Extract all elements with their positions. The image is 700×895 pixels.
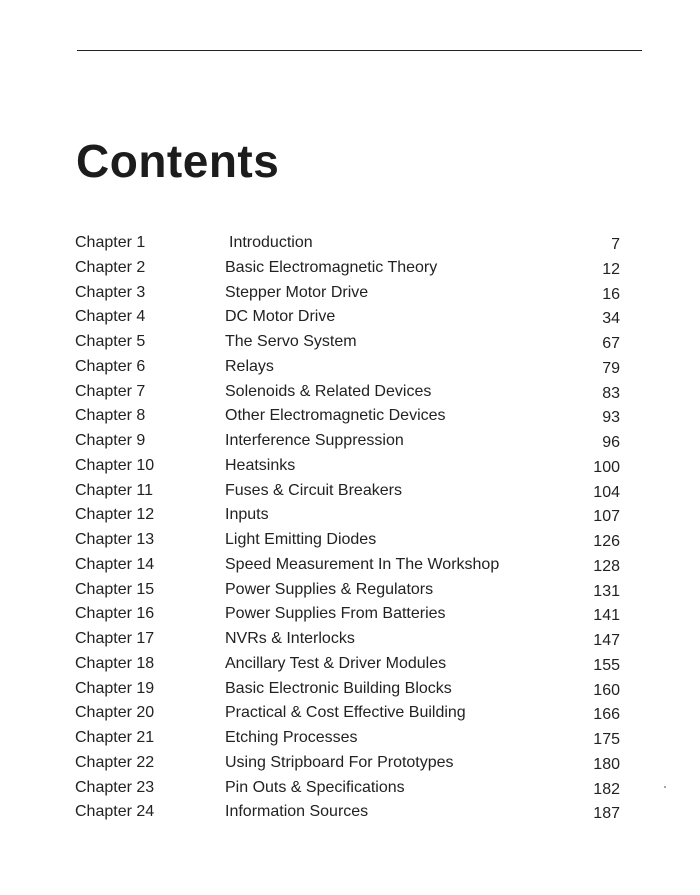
page-number: 131 xyxy=(593,582,620,600)
page-number: 7 xyxy=(611,236,620,253)
chapter-label: Chapter 1 xyxy=(75,234,146,251)
chapter-title: The Servo System xyxy=(225,333,357,350)
toc-entry xyxy=(75,578,623,603)
page-number: 83 xyxy=(602,384,620,402)
page-number: 79 xyxy=(602,359,620,377)
chapter-title: Fuses & Circuit Breakers xyxy=(225,481,402,499)
paper-speck xyxy=(664,786,666,788)
page-number: 96 xyxy=(602,434,620,451)
chapter-label: Chapter 11 xyxy=(75,481,153,499)
chapter-label: Chapter 3 xyxy=(75,283,146,301)
chapter-label: Chapter 4 xyxy=(75,308,146,326)
chapter-label: Chapter 24 xyxy=(75,803,155,821)
chapter-title: NVRs & Interlocks xyxy=(225,630,355,647)
top-rule xyxy=(77,50,642,51)
chapter-title: Inputs xyxy=(225,506,269,524)
page-number: 12 xyxy=(602,260,620,278)
chapter-label: Chapter 6 xyxy=(75,357,146,375)
chapter-label: Chapter 16 xyxy=(75,605,155,623)
toc-entry xyxy=(75,355,623,380)
toc-entry xyxy=(75,404,623,429)
chapter-title: Power Supplies & Regulators xyxy=(225,580,434,598)
chapter-title: Etching Processes xyxy=(225,729,358,746)
toc-entry xyxy=(75,503,623,528)
toc-entry xyxy=(75,800,623,825)
chapter-label: Chapter 23 xyxy=(75,778,155,796)
toc-entry xyxy=(75,602,623,627)
chapter-label: Chapter 12 xyxy=(75,506,155,524)
chapter-label: Chapter 15 xyxy=(75,580,155,598)
chapter-title: Pin Outs & Specifications xyxy=(225,778,405,796)
page-number: 126 xyxy=(593,533,620,550)
chapter-title: Information Sources xyxy=(225,803,369,821)
chapter-label: Chapter 13 xyxy=(75,531,155,548)
chapter-label: Chapter 18 xyxy=(75,654,155,672)
chapter-title: Basic Electronic Building Blocks xyxy=(225,679,452,697)
chapter-label: Chapter 7 xyxy=(75,382,146,400)
chapter-title: Practical & Cost Effective Building xyxy=(225,704,466,722)
page-number: 128 xyxy=(593,557,620,575)
chapter-title: Speed Measurement In The Workshop xyxy=(225,555,500,573)
chapter-label: Chapter 14 xyxy=(75,555,155,573)
toc-entry xyxy=(75,281,623,306)
page-number: 100 xyxy=(593,458,620,476)
chapter-title: Ancillary Test & Driver Modules xyxy=(225,654,447,672)
page-number: 187 xyxy=(593,805,620,823)
toc-entry xyxy=(75,652,623,677)
toc-entry xyxy=(75,380,623,405)
toc-entry xyxy=(75,776,623,801)
toc-entry xyxy=(75,330,623,355)
chapter-title: Light Emitting Diodes xyxy=(225,531,377,548)
page-number: 175 xyxy=(593,731,620,748)
toc-entry xyxy=(75,429,623,454)
chapter-label: Chapter 21 xyxy=(75,729,155,746)
chapter-title: Using Stripboard For Prototypes xyxy=(225,753,454,771)
toc-entry xyxy=(75,256,623,281)
chapter-label: Chapter 10 xyxy=(75,456,155,474)
page-number: 93 xyxy=(602,409,620,427)
chapter-title: Introduction xyxy=(229,234,313,251)
page-number: 34 xyxy=(602,310,620,328)
chapter-title: Basic Electromagnetic Theory xyxy=(225,258,438,276)
chapter-title: DC Motor Drive xyxy=(225,308,336,326)
page-number: 104 xyxy=(593,483,620,501)
toc-entry xyxy=(75,454,623,479)
chapter-title: Solenoids & Related Devices xyxy=(225,382,432,400)
toc-entry xyxy=(75,726,623,751)
toc-entry xyxy=(75,231,623,256)
chapter-label: Chapter 22 xyxy=(75,753,155,771)
chapter-label: Chapter 20 xyxy=(75,704,155,722)
toc-entry xyxy=(75,305,623,330)
page-number: 155 xyxy=(593,656,620,674)
page-number: 166 xyxy=(593,706,620,724)
chapter-title: Power Supplies From Batteries xyxy=(225,605,446,623)
chapter-title: Relays xyxy=(225,357,274,375)
page-title: Contents xyxy=(76,135,280,187)
chapter-title: Heatsinks xyxy=(225,456,296,474)
page-number: 107 xyxy=(593,508,620,526)
toc-entry xyxy=(75,677,623,702)
toc-entry xyxy=(75,627,623,652)
chapter-label: Chapter 5 xyxy=(75,333,146,350)
toc-entry xyxy=(75,701,623,726)
page-number: 141 xyxy=(593,607,620,625)
page-number: 147 xyxy=(593,632,620,649)
chapter-title: Interference Suppression xyxy=(225,432,404,449)
page-number: 180 xyxy=(593,755,620,773)
toc-entry xyxy=(75,479,623,504)
chapter-title: Stepper Motor Drive xyxy=(225,283,369,301)
chapter-label: Chapter 2 xyxy=(75,258,146,276)
chapter-title: Other Electromagnetic Devices xyxy=(225,407,446,425)
toc-entry xyxy=(75,751,623,776)
contents-list xyxy=(75,231,623,825)
page-number: 160 xyxy=(593,681,620,699)
toc-entry xyxy=(75,553,623,578)
chapter-label: Chapter 9 xyxy=(75,432,146,449)
page-number: 67 xyxy=(602,335,620,352)
chapter-label: Chapter 19 xyxy=(75,679,155,697)
chapter-label: Chapter 8 xyxy=(75,407,146,425)
chapter-label: Chapter 17 xyxy=(75,630,155,647)
page-number: 182 xyxy=(593,780,620,798)
page-number: 16 xyxy=(602,285,620,303)
toc-entry xyxy=(75,528,623,553)
